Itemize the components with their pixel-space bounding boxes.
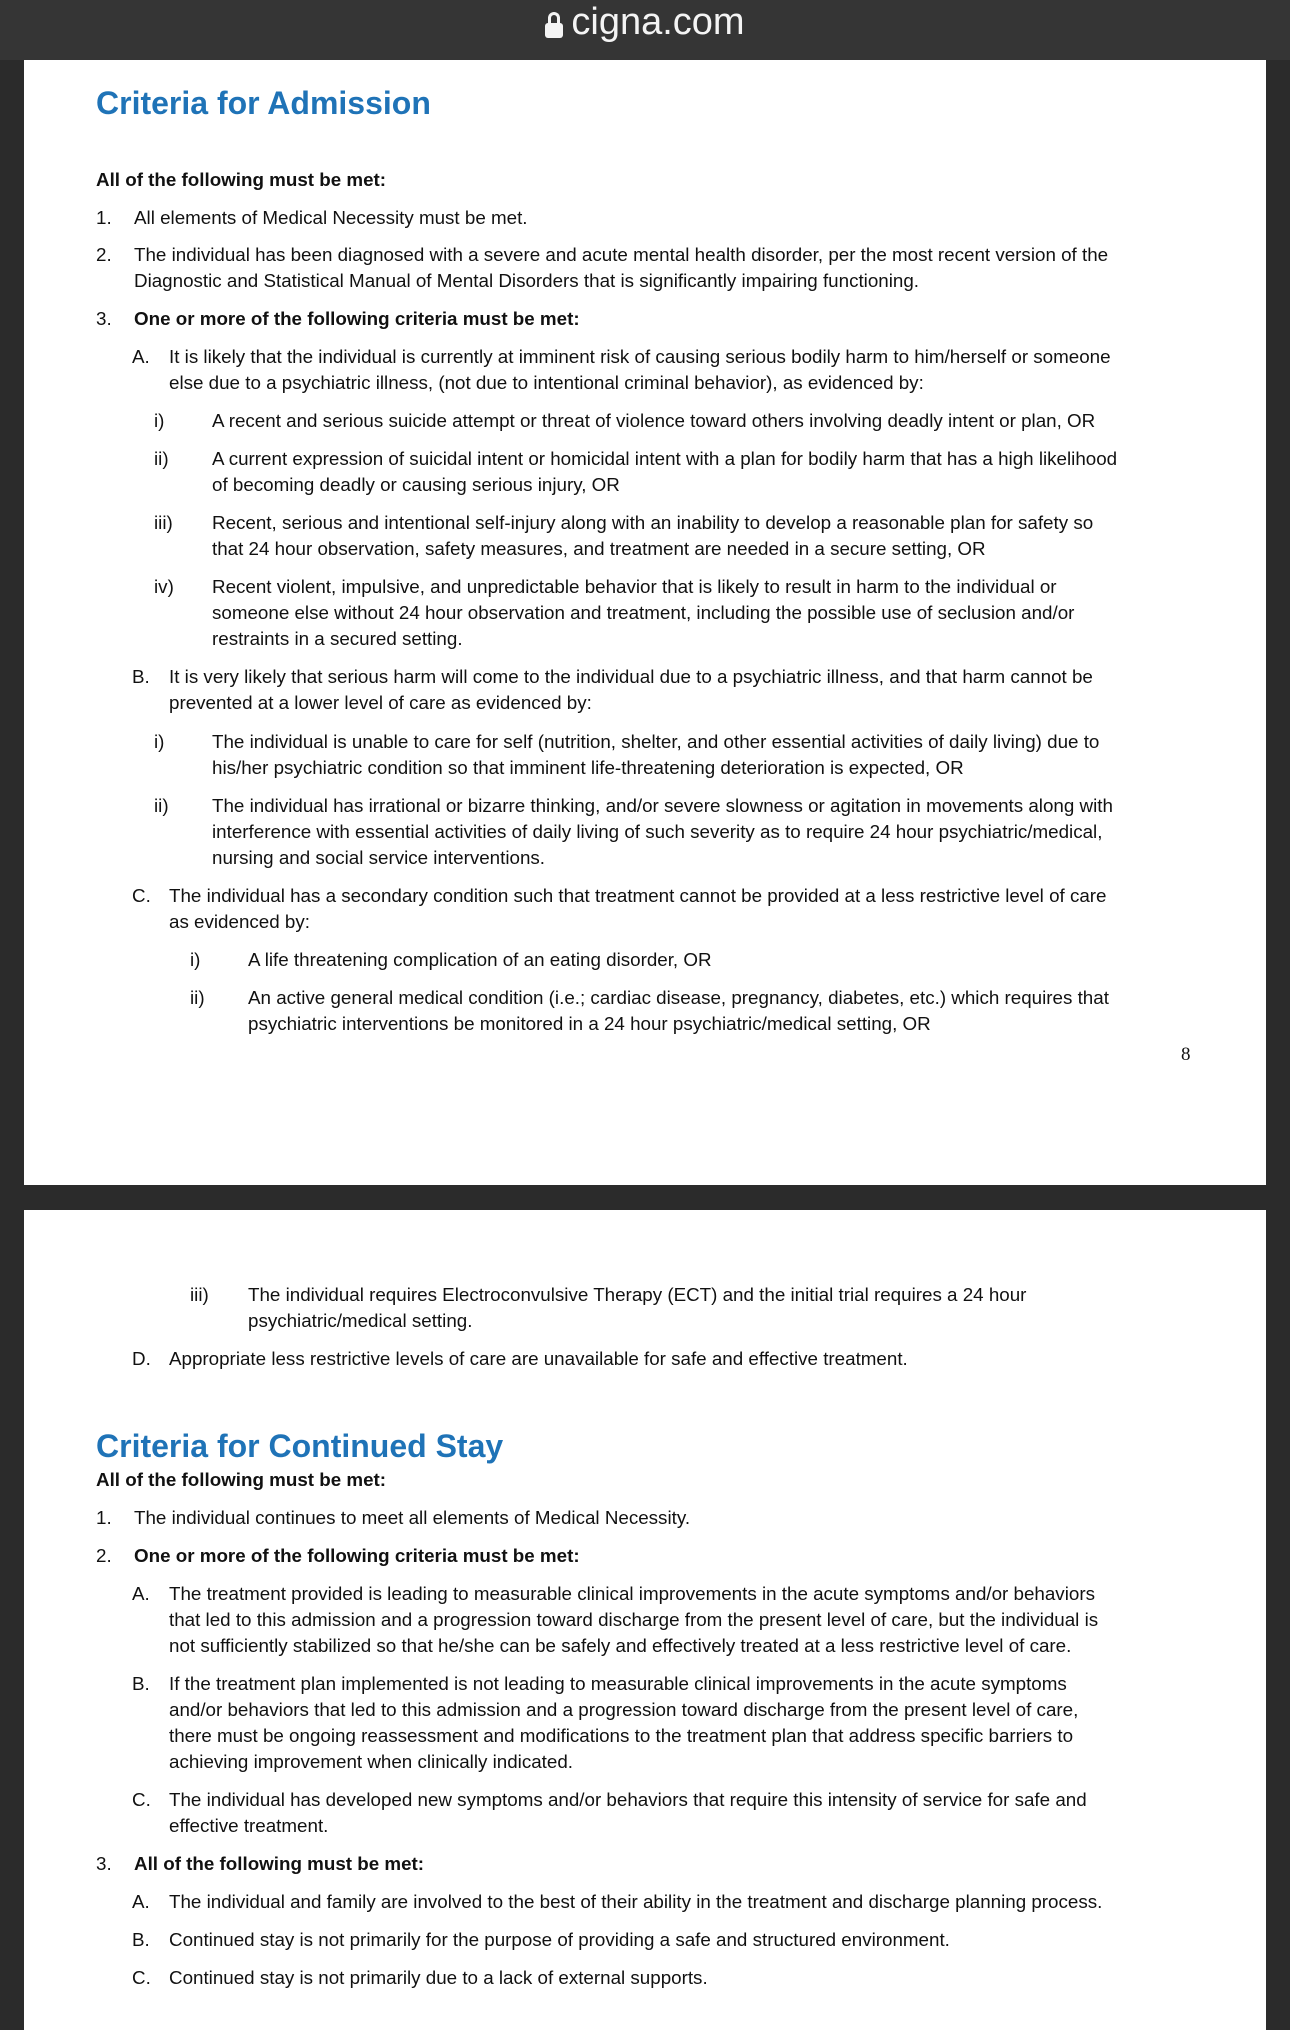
list-number: 2. (96, 244, 112, 265)
list-item-text: else due to a psychiatric illness, (not due to intentional criminal behavior), as evidenced by: (169, 372, 924, 393)
intro-text: All of the following must be met: (96, 169, 387, 190)
list-roman: iii) (190, 1284, 209, 1305)
list-letter: D. (132, 1348, 151, 1369)
list-item-text: achieving improvement when clinically indicated. (169, 1751, 573, 1772)
list-item-text: The treatment provided is leading to measurable clinical improvements in the acute symptoms and/or behaviors (169, 1583, 1095, 1604)
list-item-text: and/or behaviors that led to this admission and a progression toward discharge from the present level of care, (169, 1699, 1079, 1720)
list-item-text: Appropriate less restrictive levels of care are unavailable for safe and effective treatment. (169, 1348, 908, 1369)
list-letter: B. (132, 1929, 150, 1950)
list-letter: C. (132, 1967, 151, 1988)
list-item-text: psychiatric/medical setting. (248, 1310, 473, 1331)
list-number: 3. (96, 1853, 112, 1874)
document-page-2 (24, 1210, 1266, 2030)
list-item-text: Continued stay is not primarily for the purpose of providing a safe and structured environment. (169, 1929, 950, 1950)
list-letter: A. (132, 1583, 150, 1604)
list-item-text: Recent, serious and intentional self-injury along with an inability to develop a reasonable plan for safety so (212, 512, 1094, 533)
list-item-text: One or more of the following criteria must be met: (134, 1545, 580, 1566)
list-item-text: interference with essential activities of daily living of such severity as to require 24 hour psychiatric/medical, (212, 821, 1103, 842)
page-number: 8 (1181, 1044, 1191, 1065)
list-item-text: A recent and serious suicide attempt or threat of violence toward others involving deadly intent or plan, OR (212, 410, 1096, 431)
list-item-text: that 24 hour observation, safety measures, and treatment are needed in a secure setting, OR (212, 538, 986, 559)
list-item-text: someone else without 24 hour observation and treatment, including the possible use of seclusion and/or (212, 602, 1075, 623)
list-roman: iv) (154, 576, 174, 597)
list-item-text: effective treatment. (169, 1815, 329, 1836)
list-roman: iii) (154, 512, 173, 533)
list-number: 1. (96, 1507, 112, 1528)
list-item-text: Recent violent, impulsive, and unpredictable behavior that is likely to result in harm to the individual or (212, 576, 1057, 597)
list-item-text: there must be ongoing reassessment and modifications to the treatment plan that address specific barriers to (169, 1725, 1074, 1746)
list-item-text: A life threatening complication of an eating disorder, OR (248, 949, 712, 970)
list-item-text: Continued stay is not primarily due to a lack of external supports. (169, 1967, 708, 1988)
list-item-text: that led to this admission and a progression toward discharge from the present level of care, but the individual is (169, 1609, 1099, 1630)
list-item-text: It is likely that the individual is currently at imminent risk of causing serious bodily harm to him/herself or someone (169, 346, 1111, 367)
list-roman: i) (154, 731, 165, 752)
list-item-text: The individual has a secondary condition such that treatment cannot be provided at a less restrictive level of care (169, 885, 1107, 906)
intro-text: All of the following must be met: (96, 1469, 387, 1490)
list-item-text: It is very likely that serious harm will come to the individual due to a psychiatric illness, and that harm cannot be (169, 666, 1093, 687)
list-roman: i) (154, 410, 165, 431)
section-heading-continued-stay: Criteria for Continued Stay (96, 1428, 504, 1464)
list-item-text: his/her psychiatric condition so that imminent life-threatening deterioration is expected, OR (212, 757, 964, 778)
document-page-1 (24, 60, 1266, 1185)
list-letter: B. (132, 666, 150, 687)
list-item-text: of becoming deadly or causing serious injury, OR (212, 474, 620, 495)
list-item-text: One or more of the following criteria must be met: (134, 308, 580, 329)
list-item-text: Diagnostic and Statistical Manual of Mental Disorders that is significantly impairing functioning. (134, 270, 920, 291)
list-item-text: The individual has developed new symptoms and/or behaviors that require this intensity of service for safe and (169, 1789, 1087, 1810)
list-roman: i) (190, 949, 201, 970)
list-letter: C. (132, 1789, 151, 1810)
list-letter: C. (132, 885, 151, 906)
list-item-text: The individual continues to meet all elements of Medical Necessity. (134, 1507, 691, 1528)
list-item-text: The individual is unable to care for self (nutrition, shelter, and other essential activities of daily living) due to (212, 731, 1100, 752)
list-item-text: The individual requires Electroconvulsive Therapy (ECT) and the initial trial requires a 24 hour (248, 1284, 1027, 1305)
list-letter: A. (132, 346, 150, 367)
list-item-text: An active general medical condition (i.e.; cardiac disease, pregnancy, diabetes, etc.) which requires that (248, 987, 1109, 1008)
list-item-text: restraints in a secured setting. (212, 628, 463, 649)
list-item-text: prevented at a lower level of care as evidenced by: (169, 692, 592, 713)
url-display[interactable] (545, 0, 744, 44)
url-text: cigna.com (571, 1, 745, 43)
list-item-text: A current expression of suicidal intent or homicidal intent with a plan for bodily harm that has a high likelihood (212, 448, 1118, 469)
list-item-text: The individual has been diagnosed with a severe and acute mental health disorder, per the most recent version of the (134, 244, 1109, 265)
lock-icon (545, 12, 563, 38)
list-item-text: If the treatment plan implemented is not leading to measurable clinical improvements in the acute symptoms (169, 1673, 1067, 1694)
list-number: 1. (96, 207, 112, 228)
list-item-text: nursing and social service interventions. (212, 847, 546, 868)
list-roman: ii) (154, 448, 169, 469)
list-number: 2. (96, 1545, 112, 1566)
browser-address-bar[interactable] (0, 0, 1290, 60)
list-letter: B. (132, 1673, 150, 1694)
list-item-text: All elements of Medical Necessity must be met. (134, 207, 528, 228)
list-item-text: psychiatric interventions be monitored in a 24 hour psychiatric/medical setting, OR (248, 1013, 931, 1034)
list-item-text: All of the following must be met: (134, 1853, 425, 1874)
list-number: 3. (96, 308, 112, 329)
list-item-text: The individual has irrational or bizarre thinking, and/or severe slowness or agitation in movements along with (212, 795, 1113, 816)
list-item-text: as evidenced by: (169, 911, 310, 932)
list-item-text: not sufficiently stabilized so that he/she can be safely and effectively treated at a less restrictive level of care. (169, 1635, 1072, 1656)
list-letter: A. (132, 1891, 150, 1912)
list-roman: ii) (190, 987, 205, 1008)
list-roman: ii) (154, 795, 169, 816)
section-heading-admission: Criteria for Admission (96, 85, 431, 121)
list-item-text: The individual and family are involved to the best of their ability in the treatment and discharge planning process. (169, 1891, 1103, 1912)
